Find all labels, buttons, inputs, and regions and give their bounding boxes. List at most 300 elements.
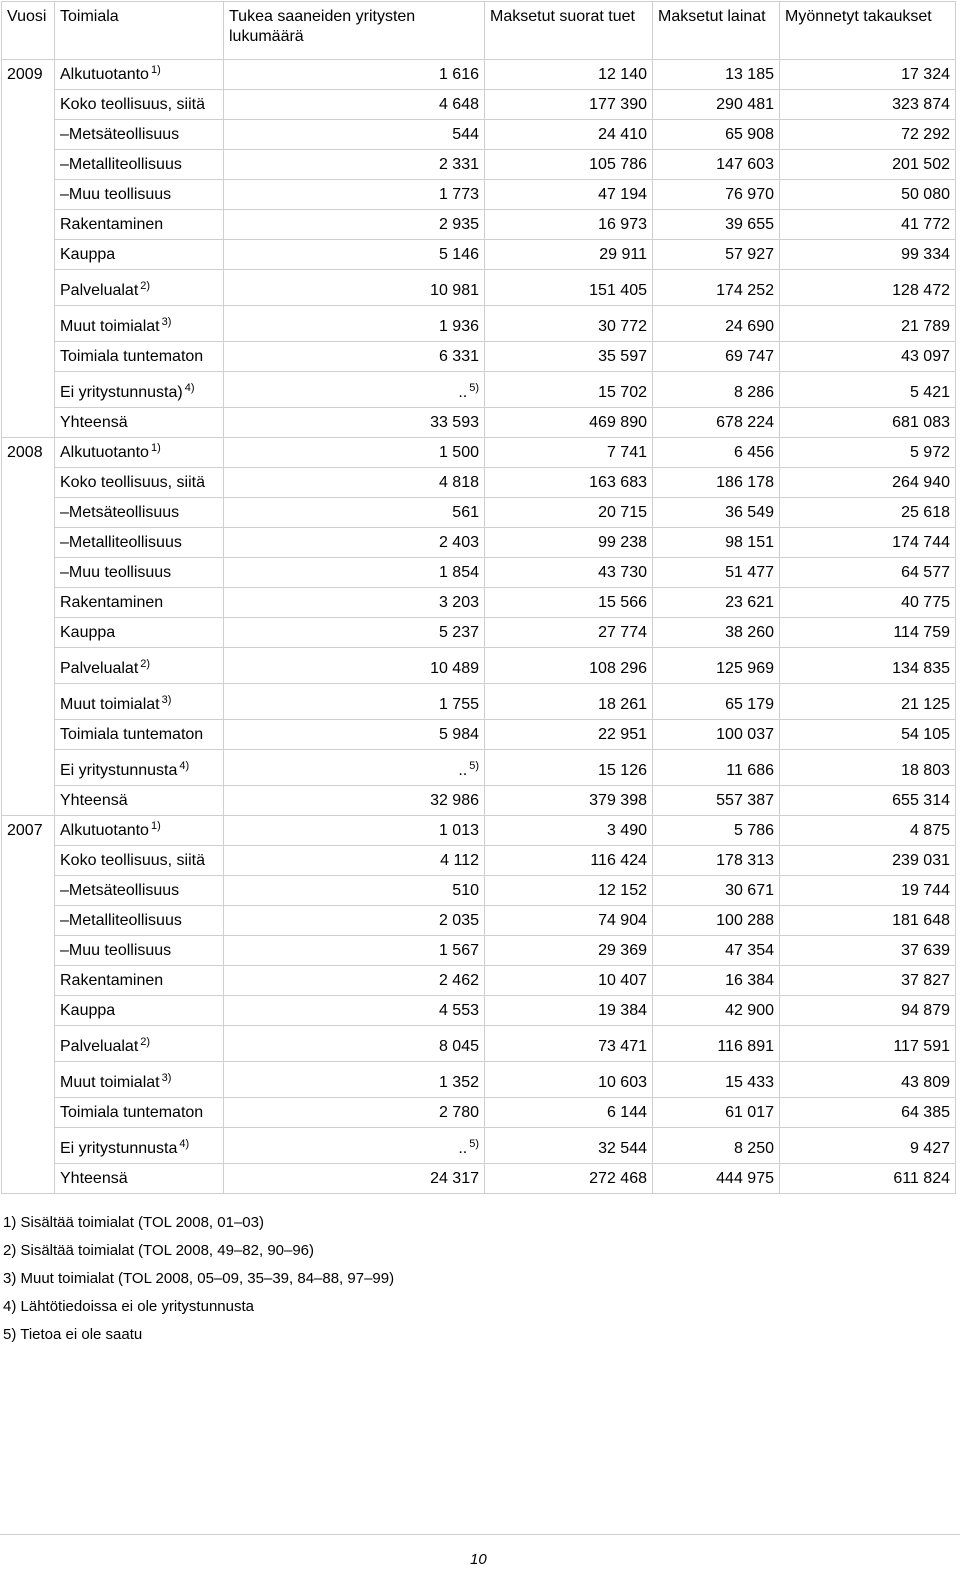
cell-value: 1 773 (438, 186, 479, 203)
industry-label: Rakentaminen (60, 972, 164, 989)
cell-value: 65 179 (725, 696, 774, 713)
industry-label: Muut toimialat (60, 1074, 160, 1091)
loans-cell (653, 846, 780, 876)
cell-value: 1 616 (438, 66, 479, 83)
industry-cell (55, 1128, 224, 1164)
table-row (2, 270, 956, 306)
cell-value: 323 874 (892, 96, 950, 113)
cell-value: 64 577 (901, 564, 950, 581)
footnote: 1) Sisältää toimialat (TOL 2008, 01–03) (3, 1214, 264, 1231)
cell-value: 27 774 (598, 624, 647, 641)
cell-value: 510 (452, 882, 479, 899)
footnote: 2) Sisältää toimialat (TOL 2008, 49–82, 90–96) (3, 1242, 315, 1259)
direct-grants-cell (485, 468, 653, 498)
table-row (2, 372, 956, 408)
industry-label: Yhteensä (60, 792, 128, 809)
industry-label: Koko teollisuus, siitä (60, 852, 205, 869)
cell-value: 561 (452, 504, 479, 521)
table-row (2, 528, 956, 558)
cell-value: 29 369 (598, 942, 647, 959)
footnote-marker: 4) (179, 1138, 190, 1150)
cell-value: 290 481 (716, 96, 774, 113)
cell-value: 12 140 (598, 66, 647, 83)
company-count-cell (224, 966, 485, 996)
direct-grants-cell (485, 1098, 653, 1128)
cell-value: 4 553 (438, 1002, 479, 1019)
table-row (2, 816, 956, 846)
cell-value: 99 238 (598, 534, 647, 551)
company-count-cell (224, 906, 485, 936)
industry-cell (55, 720, 224, 750)
direct-grants-cell (485, 684, 653, 720)
header-company-count: Tukea saaneiden yritysten lukumäärä (224, 2, 485, 60)
industry-label: Muut toimialat (60, 696, 160, 713)
guarantees-cell (780, 468, 956, 498)
loans-cell (653, 750, 780, 786)
table-row (2, 936, 956, 966)
cell-value: 32 986 (430, 792, 479, 809)
cell-value: 1 013 (438, 822, 479, 839)
company-count-cell (224, 120, 485, 150)
guarantees-cell (780, 180, 956, 210)
cell-value: 35 597 (598, 348, 647, 365)
cell-value: 5 421 (909, 384, 950, 401)
cell-value: 15 702 (598, 384, 647, 401)
cell-value: 3 490 (606, 822, 647, 839)
cell-value: 6 456 (733, 444, 774, 461)
guarantees-cell (780, 408, 956, 438)
industry-cell (55, 1098, 224, 1128)
industry-cell (55, 996, 224, 1026)
table-row (2, 408, 956, 438)
table-row (2, 1098, 956, 1128)
table-row (2, 1026, 956, 1062)
cell-value: 16 384 (725, 972, 774, 989)
loans-cell (653, 498, 780, 528)
cell-value: 30 772 (598, 318, 647, 335)
cell-value: 13 185 (725, 66, 774, 83)
loans-cell (653, 438, 780, 468)
cell-value: 125 969 (716, 660, 774, 677)
industry-label: –Metsäteollisuus (60, 504, 180, 521)
table-row (2, 846, 956, 876)
industry-label: –Muu teollisuus (60, 186, 172, 203)
guarantees-cell (780, 996, 956, 1026)
cell-value: 43 809 (901, 1074, 950, 1091)
industry-cell (55, 438, 224, 468)
direct-grants-cell (485, 1062, 653, 1098)
loans-cell (653, 618, 780, 648)
guarantees-cell (780, 60, 956, 90)
year-cell: 2007 (2, 816, 55, 1194)
loans-cell (653, 906, 780, 936)
footnote-marker: 3) (161, 316, 172, 328)
cell-value: 47 354 (725, 942, 774, 959)
cell-value: 39 655 (725, 216, 774, 233)
company-count-cell (224, 816, 485, 846)
cell-value: 51 477 (725, 564, 774, 581)
cell-value: 186 178 (716, 474, 774, 491)
loans-cell (653, 1062, 780, 1098)
industry-cell (55, 90, 224, 120)
company-count-cell (224, 996, 485, 1026)
table-row (2, 150, 956, 180)
industry-label: Yhteensä (60, 414, 128, 431)
industry-label: Kauppa (60, 246, 116, 263)
loans-cell (653, 684, 780, 720)
loans-cell (653, 816, 780, 846)
cell-value: 43 097 (901, 348, 950, 365)
guarantees-cell (780, 528, 956, 558)
direct-grants-cell (485, 876, 653, 906)
cell-value: 6 144 (606, 1104, 647, 1121)
loans-cell (653, 648, 780, 684)
cell-value: 19 384 (598, 1002, 647, 1019)
industry-label: –Muu teollisuus (60, 564, 172, 581)
cell-value: 24 317 (430, 1170, 479, 1187)
cell-value: 23 621 (725, 594, 774, 611)
table-body (2, 60, 956, 1194)
footnote: 3) Muut toimialat (TOL 2008, 05–09, 35–39, 84–88, 97–99) (3, 1270, 395, 1287)
cell-value: 151 405 (589, 282, 647, 299)
cell-value: 12 152 (598, 882, 647, 899)
loans-cell (653, 306, 780, 342)
direct-grants-cell (485, 846, 653, 876)
cell-value: 1 500 (438, 444, 479, 461)
header-industry: Toimiala (55, 2, 224, 60)
direct-grants-cell (485, 558, 653, 588)
company-count-cell (224, 720, 485, 750)
industry-label: Kauppa (60, 1002, 116, 1019)
industry-cell (55, 150, 224, 180)
industry-cell (55, 906, 224, 936)
cell-value: 116 891 (717, 1038, 774, 1055)
loans-cell (653, 150, 780, 180)
industry-label: Toimiala tuntematon (60, 348, 204, 365)
cell-value: 61 017 (725, 1104, 774, 1121)
guarantees-cell (780, 240, 956, 270)
loans-cell (653, 270, 780, 306)
company-count-cell (224, 270, 485, 306)
cell-value: 557 387 (716, 792, 774, 809)
guarantees-cell (780, 786, 956, 816)
company-count-cell (224, 306, 485, 342)
cell-value: 147 603 (716, 156, 774, 173)
guarantees-cell (780, 648, 956, 684)
industry-label: –Metalliteollisuus (60, 156, 182, 173)
guarantees-cell (780, 588, 956, 618)
cell-value: 8 286 (733, 384, 774, 401)
footnote-marker: 3) (161, 1072, 172, 1084)
direct-grants-cell (485, 786, 653, 816)
table-row (2, 90, 956, 120)
cell-value: 4 818 (438, 474, 479, 491)
loans-cell (653, 408, 780, 438)
company-count-cell (224, 240, 485, 270)
direct-grants-cell (485, 90, 653, 120)
loans-cell (653, 1026, 780, 1062)
industry-cell (55, 618, 224, 648)
direct-grants-cell (485, 528, 653, 558)
table-row (2, 498, 956, 528)
cell-value: .. (458, 384, 468, 401)
year-cell: 2008 (2, 438, 55, 816)
cell-value: 8 250 (733, 1140, 774, 1157)
cell-value: 5 984 (438, 726, 479, 743)
cell-value: 29 911 (599, 246, 647, 263)
loans-cell (653, 720, 780, 750)
industry-label: Ei yritystunnusta) (60, 384, 183, 401)
cell-value: 134 835 (892, 660, 950, 677)
company-count-cell (224, 1026, 485, 1062)
industry-label: –Muu teollisuus (60, 942, 172, 959)
industry-cell (55, 816, 224, 846)
company-count-cell (224, 588, 485, 618)
industry-label: Ei yritystunnusta (60, 762, 178, 779)
footnote-marker: 2) (140, 1036, 151, 1048)
industry-label: Alkutuotanto (60, 444, 149, 461)
cell-value: 24 690 (725, 318, 774, 335)
table-row (2, 588, 956, 618)
direct-grants-cell (485, 936, 653, 966)
cell-value: 181 648 (892, 912, 950, 929)
cell-value: 41 772 (901, 216, 950, 233)
cell-value: 1 352 (438, 1074, 479, 1091)
table-row (2, 1128, 956, 1164)
loans-cell (653, 996, 780, 1026)
table-row (2, 618, 956, 648)
guarantees-cell (780, 306, 956, 342)
industry-cell (55, 306, 224, 342)
industry-cell (55, 786, 224, 816)
industry-label: Yhteensä (60, 1170, 128, 1187)
company-count-cell (224, 150, 485, 180)
cell-value: 19 744 (901, 882, 950, 899)
industry-cell (55, 408, 224, 438)
industry-cell (55, 120, 224, 150)
footnote-marker: 1) (150, 820, 161, 832)
cell-value: 444 975 (716, 1170, 774, 1187)
direct-grants-cell (485, 966, 653, 996)
loans-cell (653, 372, 780, 408)
loans-cell (653, 876, 780, 906)
direct-grants-cell (485, 210, 653, 240)
industry-cell (55, 1164, 224, 1194)
company-count-cell (224, 786, 485, 816)
cell-value: 33 593 (430, 414, 479, 431)
guarantees-cell (780, 846, 956, 876)
loans-cell (653, 528, 780, 558)
cell-value: 99 334 (901, 246, 950, 263)
cell-value: 2 462 (438, 972, 479, 989)
cell-value: 25 618 (901, 504, 950, 521)
loans-cell (653, 936, 780, 966)
footnote-marker: 2) (140, 280, 151, 292)
table-row (2, 306, 956, 342)
cell-value: 18 261 (598, 696, 647, 713)
direct-grants-cell (485, 240, 653, 270)
industry-cell (55, 648, 224, 684)
cell-value: 15 566 (598, 594, 647, 611)
table-row (2, 648, 956, 684)
table-row (2, 438, 956, 468)
industry-cell (55, 846, 224, 876)
cell-value: 10 489 (430, 660, 479, 677)
cell-value: 10 407 (598, 972, 647, 989)
guarantees-cell (780, 684, 956, 720)
loans-cell (653, 342, 780, 372)
table-row (2, 876, 956, 906)
industry-label: Palvelualat (60, 282, 139, 299)
industry-cell (55, 588, 224, 618)
loans-cell (653, 1098, 780, 1128)
guarantees-cell (780, 936, 956, 966)
cell-value: 2 780 (438, 1104, 479, 1121)
footnote: 5) Tietoa ei ole saatu (3, 1326, 143, 1343)
industry-label: –Metalliteollisuus (60, 534, 182, 551)
cell-value: 1 567 (438, 942, 479, 959)
cell-value: 17 324 (901, 66, 950, 83)
industry-label: Toimiala tuntematon (60, 1104, 204, 1121)
cell-value: 4 875 (909, 822, 950, 839)
cell-value: 18 803 (901, 762, 950, 779)
company-count-cell (224, 558, 485, 588)
cell-value: 21 789 (901, 318, 950, 335)
cell-value: 11 686 (726, 762, 774, 779)
cell-value: 9 427 (909, 1140, 950, 1157)
cell-value: 16 973 (598, 216, 647, 233)
industry-cell (55, 528, 224, 558)
cell-value: 655 314 (892, 792, 950, 809)
industry-label: Kauppa (60, 624, 116, 641)
company-count-cell (224, 846, 485, 876)
cell-value: 43 730 (598, 564, 647, 581)
company-count-cell (224, 876, 485, 906)
company-count-cell (224, 210, 485, 240)
cell-value: 32 544 (598, 1140, 647, 1157)
cell-value: 163 683 (589, 474, 647, 491)
cell-value: 2 403 (438, 534, 479, 551)
cell-value: 469 890 (589, 414, 647, 431)
cell-value: 5 146 (438, 246, 479, 263)
year-cell: 2009 (2, 60, 55, 438)
company-count-cell (224, 438, 485, 468)
cell-value: 72 292 (901, 126, 950, 143)
cell-value: 100 288 (716, 912, 774, 929)
guarantees-cell (780, 210, 956, 240)
company-count-cell (224, 750, 485, 786)
loans-cell (653, 588, 780, 618)
guarantees-cell (780, 1062, 956, 1098)
guarantees-cell (780, 1128, 956, 1164)
table-row (2, 996, 956, 1026)
loans-cell (653, 1164, 780, 1194)
company-count-cell (224, 1062, 485, 1098)
company-count-cell (224, 684, 485, 720)
header-row (2, 2, 956, 60)
header-loans: Maksetut lainat (653, 2, 780, 60)
cell-value: 1 936 (438, 318, 479, 335)
table-row (2, 1164, 956, 1194)
guarantees-cell (780, 816, 956, 846)
support-statistics-table (1, 1, 956, 1194)
footnote-marker: 5) (469, 382, 479, 394)
cell-value: 10 981 (430, 282, 479, 299)
direct-grants-cell (485, 720, 653, 750)
industry-label: Alkutuotanto (60, 822, 149, 839)
guarantees-cell (780, 150, 956, 180)
industry-cell (55, 210, 224, 240)
table-row (2, 558, 956, 588)
industry-label: –Metsäteollisuus (60, 126, 180, 143)
cell-value: 38 260 (725, 624, 774, 641)
footnote-marker: 5) (469, 760, 479, 772)
industry-cell (55, 558, 224, 588)
industry-cell (55, 684, 224, 720)
industry-cell (55, 180, 224, 210)
table-row (2, 210, 956, 240)
industry-label: Palvelualat (60, 660, 139, 677)
direct-grants-cell (485, 618, 653, 648)
cell-value: 24 410 (598, 126, 647, 143)
cell-value: 10 603 (598, 1074, 647, 1091)
table-row (2, 180, 956, 210)
loans-cell (653, 966, 780, 996)
guarantees-cell (780, 906, 956, 936)
cell-value: 22 951 (598, 726, 647, 743)
header-year: Vuosi (2, 2, 55, 60)
industry-label: Rakentaminen (60, 216, 164, 233)
direct-grants-cell (485, 270, 653, 306)
cell-value: 15 126 (598, 762, 647, 779)
loans-cell (653, 468, 780, 498)
table-row (2, 1062, 956, 1098)
industry-label: Toimiala tuntematon (60, 726, 204, 743)
guarantees-cell (780, 558, 956, 588)
table-row (2, 120, 956, 150)
cell-value: 4 112 (440, 852, 479, 869)
table-row (2, 750, 956, 786)
cell-value: 5 237 (438, 624, 479, 641)
cell-value: 681 083 (892, 414, 950, 431)
cell-value: 128 472 (892, 282, 950, 299)
cell-value: 5 786 (733, 822, 774, 839)
cell-value: 7 741 (606, 444, 647, 461)
cell-value: 2 935 (438, 216, 479, 233)
guarantees-cell (780, 120, 956, 150)
direct-grants-cell (485, 342, 653, 372)
direct-grants-cell (485, 60, 653, 90)
cell-value: 8 045 (438, 1038, 479, 1055)
footnote: 4) Lähtötiedoissa ei ole yritystunnusta (3, 1298, 254, 1315)
company-count-cell (224, 342, 485, 372)
cell-value: 15 433 (725, 1074, 774, 1091)
cell-value: 201 502 (892, 156, 950, 173)
cell-value: 100 037 (716, 726, 774, 743)
cell-value: 3 203 (438, 594, 479, 611)
industry-label: Alkutuotanto (60, 66, 149, 83)
industry-cell (55, 498, 224, 528)
company-count-cell (224, 1164, 485, 1194)
direct-grants-cell (485, 906, 653, 936)
cell-value: 108 296 (589, 660, 647, 677)
table-row (2, 684, 956, 720)
company-count-cell (224, 936, 485, 966)
cell-value: 65 908 (725, 126, 774, 143)
cell-value: 98 151 (725, 534, 774, 551)
cell-value: 74 904 (598, 912, 647, 929)
company-count-cell (224, 180, 485, 210)
